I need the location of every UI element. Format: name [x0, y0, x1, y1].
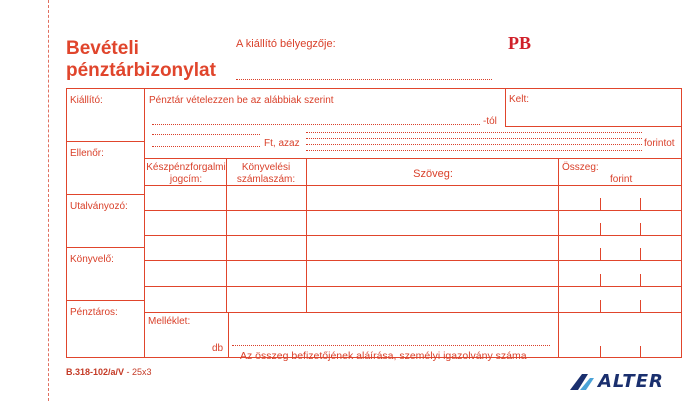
- label-ellenor: Ellenőr:: [70, 148, 104, 159]
- col-header-forint: forint: [610, 174, 633, 185]
- title-line-1: Bevételi: [66, 38, 139, 59]
- signature-dotted-line: [232, 345, 550, 346]
- label-konyvelo: Könyvelő:: [70, 254, 114, 265]
- col-header-szamlaszam: Könyvelési számlaszám:: [236, 162, 296, 185]
- col-header-jogcim: Készpénzforgalmi jogcím:: [146, 162, 226, 185]
- payer-dotted-line: [152, 124, 480, 125]
- label-kiallito: Kiállító:: [70, 95, 103, 106]
- melleklet-label: Melléklet:: [148, 316, 191, 327]
- title-line-2: pénztárbizonylat: [66, 60, 216, 81]
- instruction-text: Pénztár vételezzen be az alábbiak szerint: [149, 95, 334, 106]
- alter-brand-text: ALTER: [598, 371, 664, 392]
- tol-suffix: -tól: [483, 116, 497, 127]
- signature-note: Az összeg befizetőjének aláírása, személyi igazolvány száma: [240, 350, 527, 362]
- ft-azaz-label: Ft, azaz: [264, 138, 300, 149]
- db-label: db: [212, 343, 224, 354]
- left-column-divider: [144, 88, 145, 358]
- col-header-osszeg: Összeg:: [562, 162, 599, 173]
- col-header-szoveg: Szöveg:: [413, 168, 453, 180]
- perforation-line: [48, 0, 49, 401]
- form-code-number: B.318-102/a/V: [66, 367, 125, 377]
- stamp-dotted-line: [236, 79, 492, 80]
- label-utalvanyozo: Utalványozó:: [70, 201, 128, 212]
- form-code: [66, 367, 152, 377]
- kelt-label: Kelt:: [509, 94, 530, 105]
- stamp-value: PB: [508, 33, 532, 53]
- alter-logo-icon: [568, 370, 596, 394]
- form-code-format: - 25x3: [124, 367, 152, 377]
- alter-logo: [568, 370, 698, 394]
- stamp-label: A kiállító bélyegzője:: [236, 38, 336, 50]
- forintot-label: forintot: [644, 138, 675, 149]
- label-penztaros: Pénztáros:: [70, 307, 118, 318]
